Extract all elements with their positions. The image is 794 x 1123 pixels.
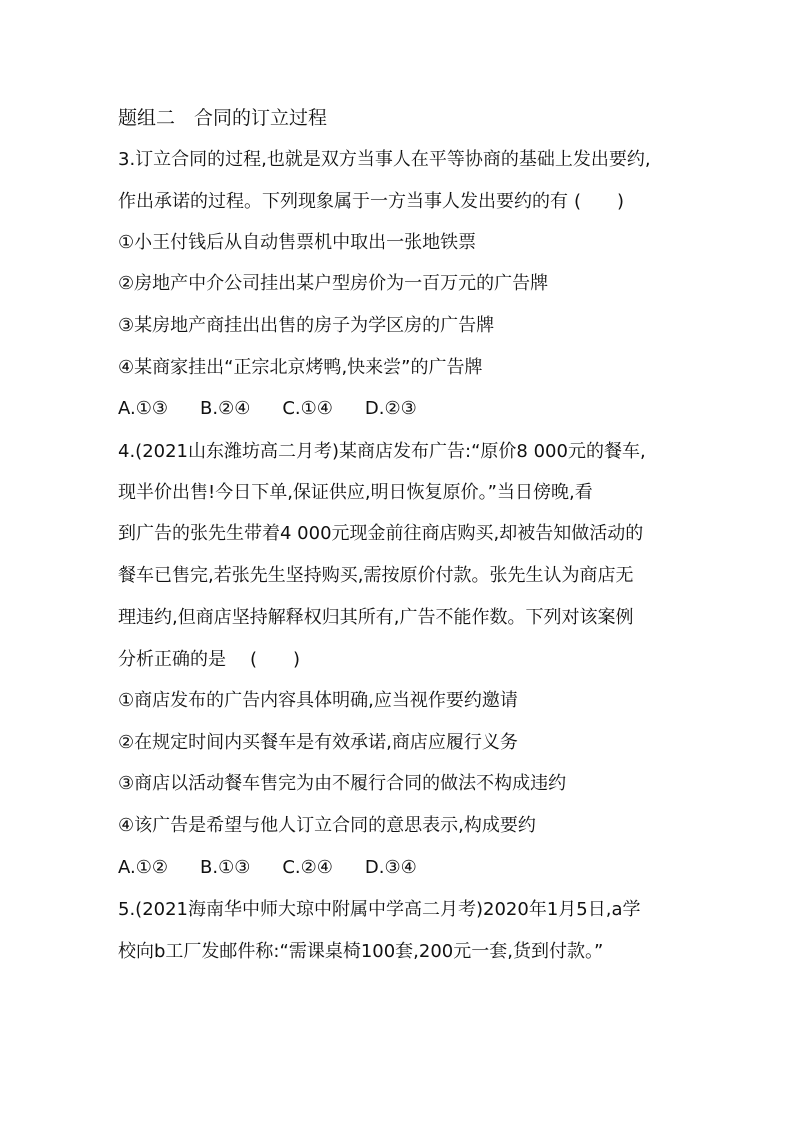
answer-blank: ( ) — [250, 649, 301, 670]
question-text-line: 理违约,但商店坚持解释权归其所有,广告不能作数。下列对该案例 — [118, 607, 634, 628]
question-text-line: 3.订立合同的过程,也就是双方当事人在平等协商的基础上发出要约, — [118, 149, 651, 170]
answer-options — [118, 397, 449, 421]
option-a: A.①③ — [118, 398, 168, 419]
question-text-line: 校向b工厂发邮件称:“需课桌椅100套,200元一套,货到付款。” — [118, 941, 604, 962]
question-text-line: 现半价出售!今日下单,保证供应,明日恢复原价。”当日傍晚,看 — [118, 482, 593, 503]
answer-blank: ( ) — [574, 191, 625, 212]
option-d: D.②③ — [364, 398, 417, 419]
statement-item: ④某商家挂出“正宗北京烤鸭,快来尝”的广告牌 — [118, 357, 483, 378]
option-b: B.②④ — [200, 398, 251, 419]
option-a: A.①② — [118, 857, 168, 878]
question-text-line — [118, 648, 300, 672]
statement-item: ③商店以活动餐车售完为由不履行合同的做法不构成违约 — [118, 773, 567, 794]
option-c: C.①④ — [282, 398, 333, 419]
statement-item: ④该广告是希望与他人订立合同的意思表示,构成要约 — [118, 815, 536, 836]
option-d: D.③④ — [364, 857, 417, 878]
question-text-line — [118, 190, 624, 214]
statement-item: ②房地产中介公司挂出某户型房价为一百万元的广告牌 — [118, 273, 549, 294]
question-text-line: 4.(2021山东潍坊高二月考)某商店发布广告:“原价8 000元的餐车, — [118, 441, 646, 462]
question-text-line: 到广告的张先生带着4 000元现金前往商店购买,却被告知做活动的 — [118, 523, 644, 544]
question-text-line: 餐车已售完,若张先生坚持购买,需按原价付款。张先生认为商店无 — [118, 565, 634, 586]
section-title: 题组二 合同的订立过程 — [118, 107, 328, 129]
statement-item: ②在规定时间内买餐车是有效承诺,商店应履行义务 — [118, 732, 518, 753]
statement-item: ①商店发布的广告内容具体明确,应当视作要约邀请 — [118, 690, 518, 711]
statement-item: ③某房地产商挂出出售的房子为学区房的广告牌 — [118, 315, 495, 336]
answer-options — [118, 856, 449, 880]
statement-item: ①小王付钱后从自动售票机中取出一张地铁票 — [118, 232, 477, 253]
option-c: C.②④ — [282, 857, 333, 878]
question-text-line: 5.(2021海南华中师大琼中附属中学高二月考)2020年1月5日,a学 — [118, 899, 641, 920]
option-b: B.①③ — [200, 857, 251, 878]
question-stem-text: 分析正确的是 — [118, 649, 226, 670]
question-stem-text: 作出承诺的过程。下列现象属于一方当事人发出要约的有 — [118, 191, 568, 212]
